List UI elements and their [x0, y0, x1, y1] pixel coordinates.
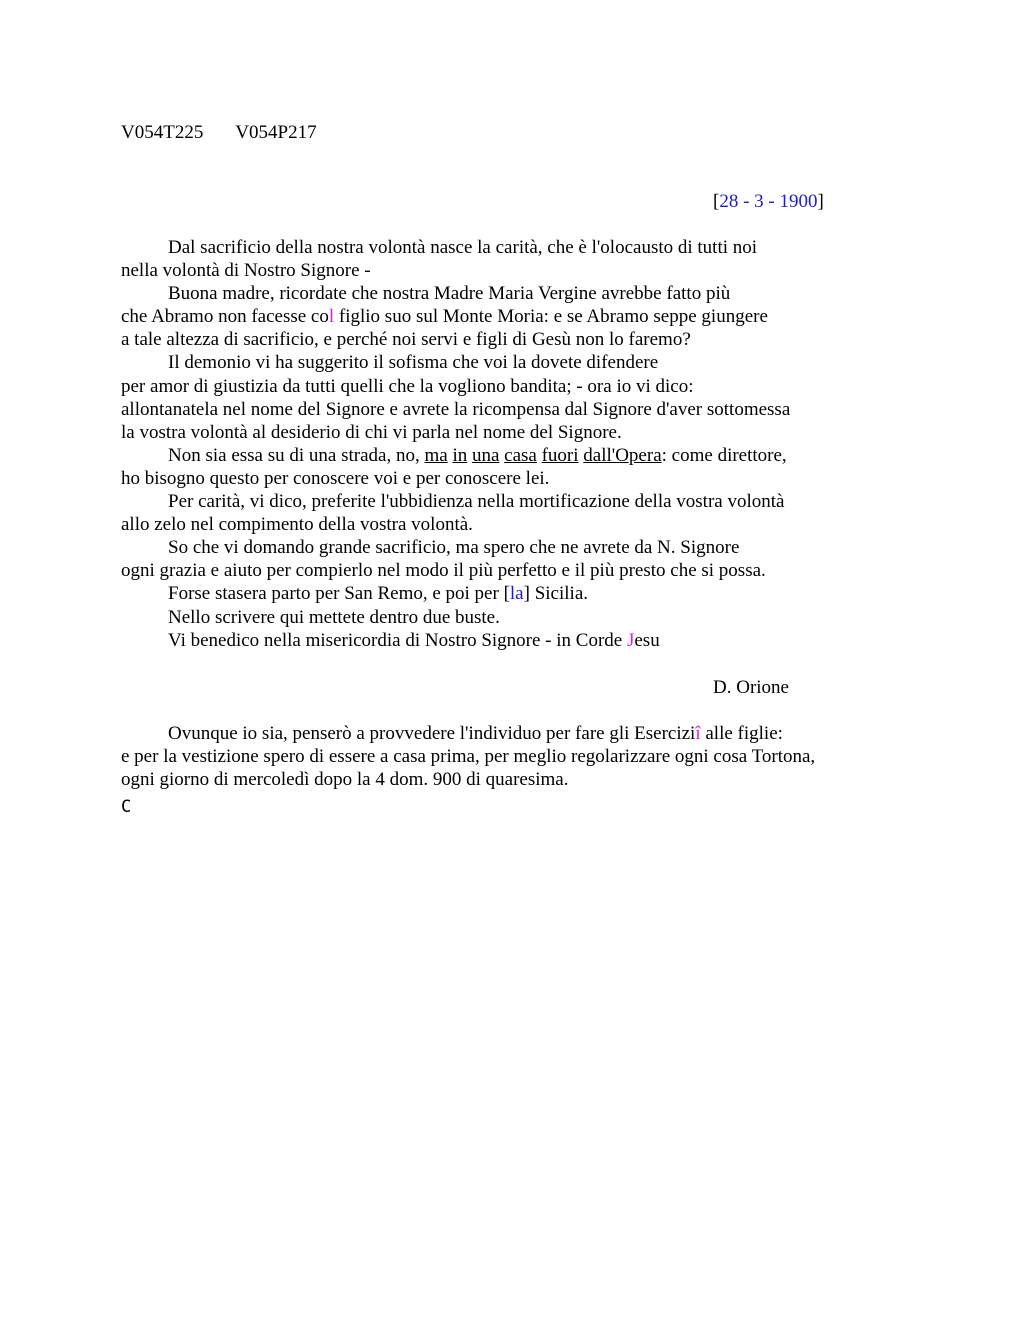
- signature: D. Orione: [713, 677, 789, 698]
- date-value: 28 - 3 - 1900: [719, 191, 818, 212]
- text-run: : come direttore,: [661, 444, 787, 466]
- body-line: [121, 444, 1001, 467]
- text-run: ] Sicilia.: [523, 583, 589, 605]
- text-run: esu: [634, 629, 660, 651]
- postscript: [121, 722, 1001, 791]
- editorial-letter: l: [328, 306, 335, 328]
- underlined-word: fuori: [541, 444, 579, 466]
- reference-codes: [121, 121, 317, 144]
- text-run: Ovunque io sia, penserò a provvedere l'individuo per fare gli Esercizi: [168, 723, 696, 744]
- body-line: [121, 629, 1001, 652]
- text-run: Vi benedico nella misericordia di Nostro Signore - in Corde: [168, 629, 627, 651]
- ref-code-page: V054P217: [235, 122, 317, 143]
- footer-mark: C: [121, 797, 132, 817]
- text-run: Non sia essa su di una strada, no,: [168, 444, 425, 466]
- body-line: ho bisogno questo per conoscere voi e per conoscere lei.: [121, 467, 550, 489]
- body-line: [121, 305, 1001, 328]
- body-line: allontanatela nel nome del Signore e avrete la ricompensa dal Signore d'aver sottomessa: [121, 398, 791, 420]
- editorial-letter: J: [626, 629, 635, 651]
- underlined-word: in: [452, 444, 468, 466]
- body-line: Il demonio vi ha suggerito il sofisma che voi la dovete difendere: [168, 352, 659, 374]
- text-run: Forse stasera parto per San Remo, e poi per [: [168, 583, 510, 605]
- postscript-line: [121, 722, 1001, 745]
- date-close-bracket: ]: [817, 191, 824, 212]
- underlined-word: una: [471, 444, 500, 466]
- body-line: [121, 582, 1001, 605]
- ref-code-text: V054T225: [121, 122, 204, 143]
- body-line: So che vi domando grande sacrificio, ma spero che ne avrete da N. Signore: [168, 537, 740, 559]
- body-line: nella volontà di Nostro Signore -: [121, 260, 371, 282]
- text-run: figlio suo sul Monte Moria: e se Abramo seppe giungere: [334, 306, 768, 328]
- date-open-bracket: [: [713, 191, 720, 212]
- body-line: per amor di giustizia da tutti quelli che la vogliono bandita; - ora io vi dico:: [121, 375, 694, 397]
- body-line: ogni grazia e aiuto per compierlo nel modo il più perfetto e il più presto che si possa.: [121, 560, 766, 582]
- underlined-word: casa: [504, 444, 537, 466]
- text-run: alle figlie:: [700, 723, 783, 744]
- body-line: Dal sacrificio della nostra volontà nasce la carità, che è l'olocausto di tutti noi: [168, 237, 758, 258]
- text-run: che Abramo non facesse co: [121, 306, 329, 328]
- body-line: Nello scrivere qui mettete dentro due buste.: [168, 606, 500, 628]
- letter-body: [121, 236, 1001, 652]
- body-line: allo zelo nel compimento della vostra volontà.: [121, 514, 473, 536]
- body-line: a tale altezza di sacrificio, e perché noi servi e figli di Gesù non lo faremo?: [121, 329, 691, 351]
- letter-date: [713, 190, 824, 213]
- postscript-line: ogni giorno di mercoledì dopo la 4 dom. 900 di quaresima.: [121, 769, 569, 791]
- body-line: Per carità, vi dico, preferite l'ubbidienza nella mortificazione della vostra volontà: [168, 491, 785, 513]
- underlined-word: dall'Opera: [583, 444, 662, 466]
- underlined-word: ma: [424, 444, 448, 466]
- postscript-line: e per la vestizione spero di essere a casa prima, per meglio regolarizzare ogni cosa Tortona,: [121, 746, 816, 768]
- body-line: la vostra volontà al desiderio di chi vi parla nel nome del Signore.: [121, 421, 622, 443]
- editorial-letter: î: [695, 723, 701, 744]
- body-line: Buona madre, ricordate che nostra Madre Maria Vergine avrebbe fatto più: [168, 283, 731, 305]
- editorial-insertion: la: [509, 583, 524, 605]
